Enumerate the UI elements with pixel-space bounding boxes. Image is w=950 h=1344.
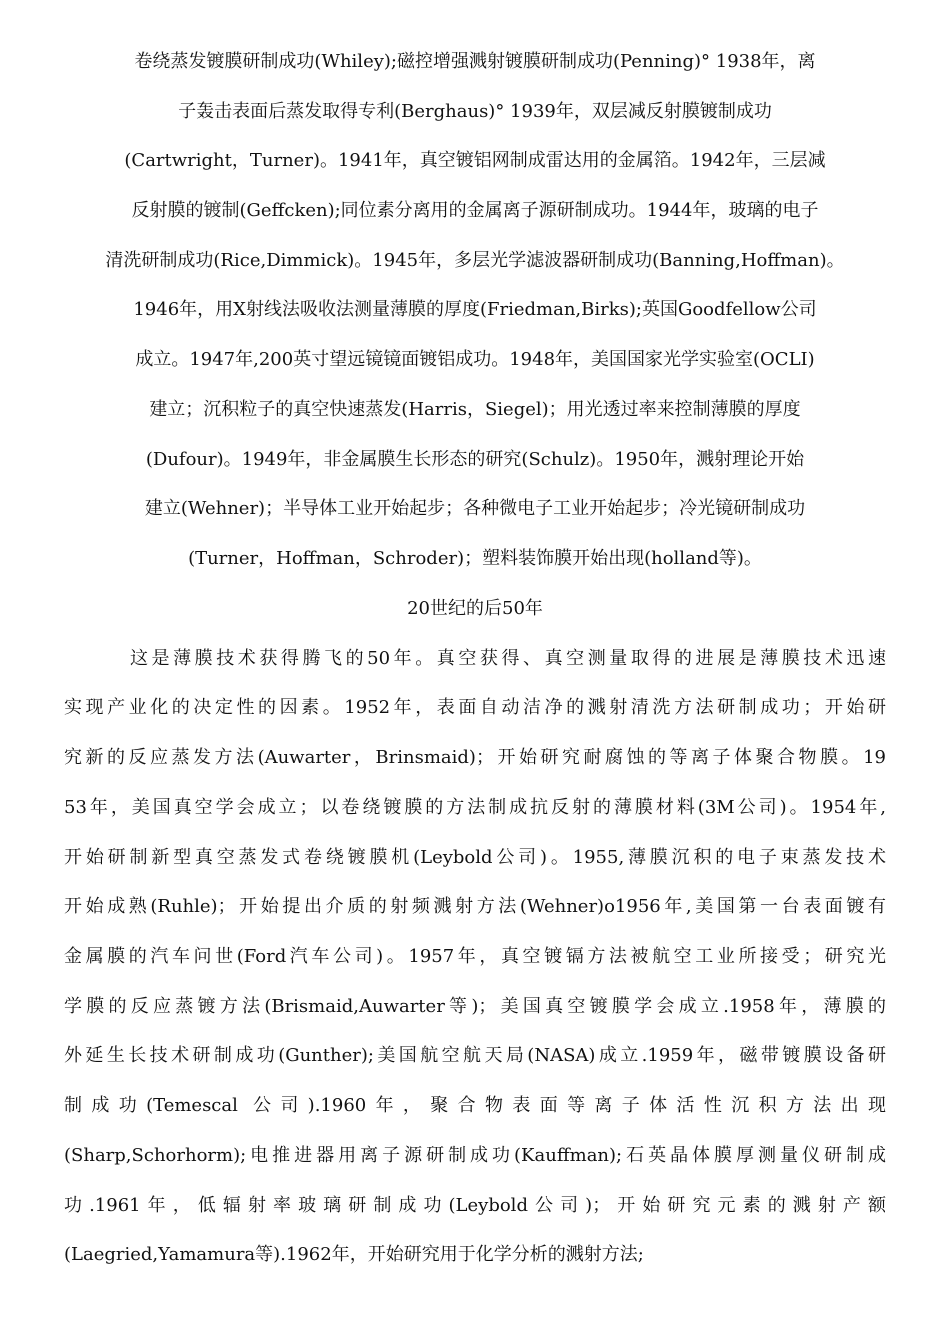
intro-line: 建立(Wehner)；半导体工业开始起步；各种微电子工业开始起步；冷光镜研制成功 [144, 498, 806, 519]
body-line: 外延生长技术研制成功(Gunther);美国航空航天局(NASA)成立.1959年，磁带镀膜设备研 [64, 1045, 886, 1066]
intro-line: 成立。1947年,200英寸望远镜镜面镀铝成功。1948年，美国国家光学实验室(OCLI) [135, 349, 815, 370]
body-line: 开始研制新型真空蒸发式卷绕镀膜机(Leybold公司)。1955,薄膜沉积的电子束蒸发技术 [64, 847, 886, 868]
intro-line: 清洗研制成功(Rice,Dimmick)。1945年，多层光学滤波器研制成功(Banning,Hoffman)。 [105, 250, 845, 271]
body-line: 开始成熟(Ruhle)；开始提出介质的射频溅射方法(Wehner)o1956年,美国第一台表面镀有 [64, 896, 886, 917]
body-line: 金属膜的汽车问世(Ford汽车公司)。1957年，真空镀镉方法被航空工业所接受；研究光 [64, 946, 886, 967]
intro-line: 1946年，用X射线法吸收法测量薄膜的厚度(Friedman,Birks);英国Goodfellow公司 [133, 299, 817, 320]
body-line: 究新的反应蒸发方法(Auwarter，Brinsmaid)；开始研究耐腐蚀的等离子体聚合物膜。19 [64, 747, 886, 768]
intro-line: (Turner，Hoffman，Schroder)；塑料装饰膜开始出现(holland等)。 [188, 548, 762, 569]
body-line: 学膜的反应蒸镀方法(Brismaid,Auwarter等)；美国真空镀膜学会成立.1958年，薄膜的 [64, 996, 886, 1017]
body-line: 功.1961年，低辐射率玻璃研制成功(Leybold公司)；开始研究元素的溅射产额 [64, 1195, 886, 1216]
body-line: (Sharp,Schorhorm);电推进器用离子源研制成功(Kauffman);石英晶体膜厚测量仪研制成 [64, 1145, 886, 1166]
intro-line: 建立；沉积粒子的真空快速蒸发(Harris，Siegel)；用光透过率来控制薄膜的厚度 [149, 399, 801, 420]
body-line: (Laegried,Yamamura等).1962年，开始研究用于化学分析的溅射方法; [64, 1244, 644, 1265]
section-heading: 20世纪的后50年 [407, 598, 543, 619]
body-line: 实现产业化的决定性的因素。1952年，表面自动洁净的溅射清洗方法研制成功；开始研 [64, 697, 886, 718]
intro-line: 子轰击表面后蒸发取得专利(Berghaus)° 1939年，双层减反射膜镀制成功 [178, 101, 772, 122]
intro-line: (Cartwright，Turner)。1941年，真空镀铝网制成雷达用的金属箔。1942年，三层减 [124, 150, 826, 171]
body-line: 53年，美国真空学会成立；以卷绕镀膜的方法制成抗反射的薄膜材料(3M公司)。1954年, [64, 797, 886, 818]
intro-line: 反射膜的镀制(Geffcken);同位素分离用的金属离子源研制成功。1944年，玻璃的电子 [131, 200, 819, 221]
body-line: 制成功(Temescal 公司).1960年，聚合物表面等离子体活性沉积方法出现 [64, 1095, 886, 1116]
body-line: 这是薄膜技术获得腾飞的50年。真空获得、真空测量取得的进展是薄膜技术迅速 [130, 648, 886, 669]
intro-line: 卷绕蒸发镀膜研制成功(Whiley);磁控增强溅射镀膜研制成功(Penning)° 1938年，离 [134, 51, 816, 72]
intro-line: (Dufour)。1949年，非金属膜生长形态的研究(Schulz)。1950年，溅射理论开始 [145, 449, 805, 470]
